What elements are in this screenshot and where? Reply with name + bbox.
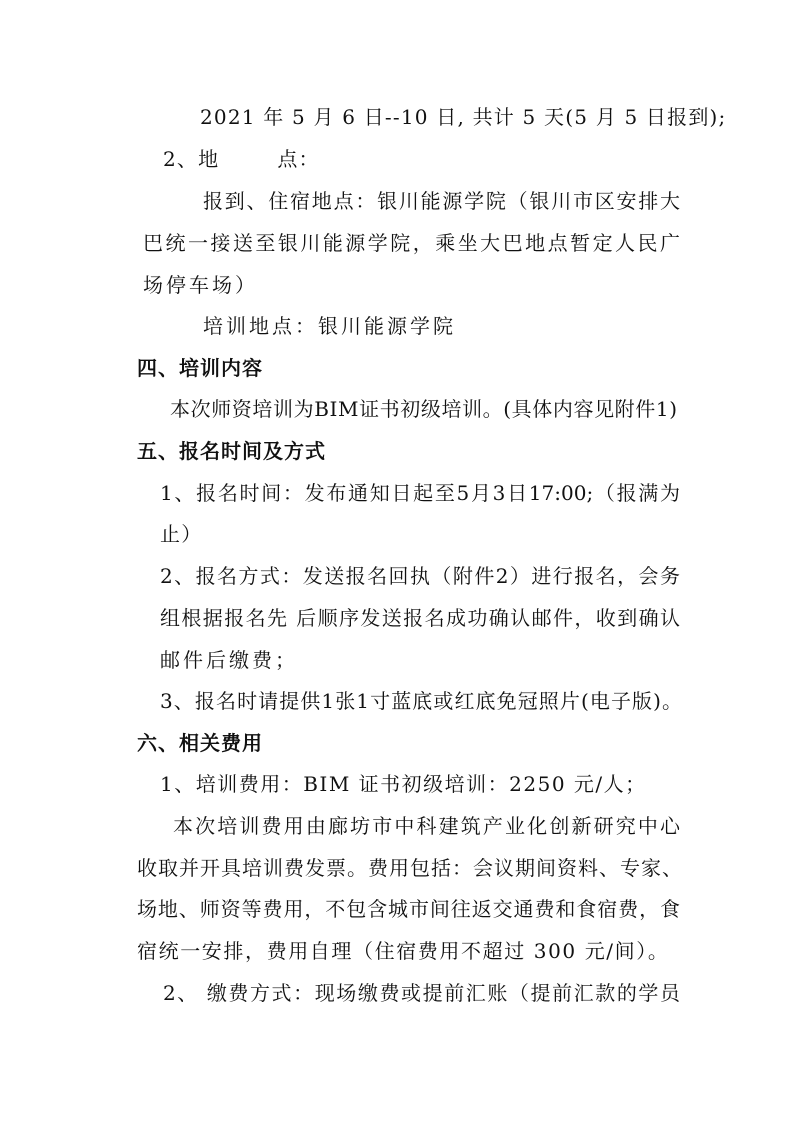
- registration-method-line-2: 组根据报名先 后顺序发送报名成功确认邮件，收到确认: [160, 606, 680, 630]
- location-label-suffix: 点：: [277, 147, 320, 171]
- section-heading-registration: 五、报名时间及方式: [137, 439, 326, 463]
- registration-method-line-1: 2、报名方式：发送报名回执（附件2）进行报名，会务: [160, 564, 680, 588]
- location-label: [163, 146, 320, 172]
- registration-photo-requirement: 3、报名时请提供1张1寸蓝底或红底免冠照片(电子版)。: [160, 689, 682, 713]
- section-heading-fees: 六、相关费用: [137, 731, 263, 755]
- checkin-location-line-3: 场停车场）: [143, 273, 258, 297]
- fee-details-line-2: 收取并开具培训费发票。费用包括：会议期间资料、专家、: [137, 856, 682, 880]
- training-location: 培训地点：银川能源学院: [203, 314, 456, 338]
- training-content-text: 本次师资培训为BIM证书初级培训。(具体内容见附件1): [170, 397, 678, 421]
- training-fee-line: 1、培训费用：BIM 证书初级培训：2250 元/人；: [160, 772, 647, 796]
- checkin-location-line-2: 巴统一接送至银川能源学院，乘坐大巴地点暂定人民广: [143, 231, 680, 255]
- payment-method-line: 2、 缴费方式：现场缴费或提前汇账（提前汇款的学员: [163, 981, 680, 1005]
- location-label-prefix: 2、地: [163, 147, 220, 171]
- registration-method-line-3: 邮件后缴费；: [160, 648, 298, 672]
- section-heading-training-content: 四、培训内容: [137, 356, 263, 380]
- registration-time-line-1: 1、报名时间：发布通知日起至5月3日17:00;（报满为: [160, 481, 680, 505]
- registration-time-line-2: 止）: [160, 522, 203, 546]
- fee-details-line-1: 本次培训费用由廊坊市中科建筑产业化创新研究中心: [173, 814, 680, 838]
- checkin-location-line-1: 报到、住宿地点：银川能源学院（银川市区安排大: [203, 189, 680, 213]
- schedule-line: 2021 年 5 月 6 日--10 日, 共计 5 天(5 月 5 日报到);: [200, 105, 727, 129]
- fee-details-line-4: 宿统一安排，费用自理（住宿费用不超过 300 元/间）。: [137, 939, 670, 963]
- fee-details-line-3: 场地、师资等费用，不包含城市间往返交通费和食宿费，食: [137, 897, 680, 921]
